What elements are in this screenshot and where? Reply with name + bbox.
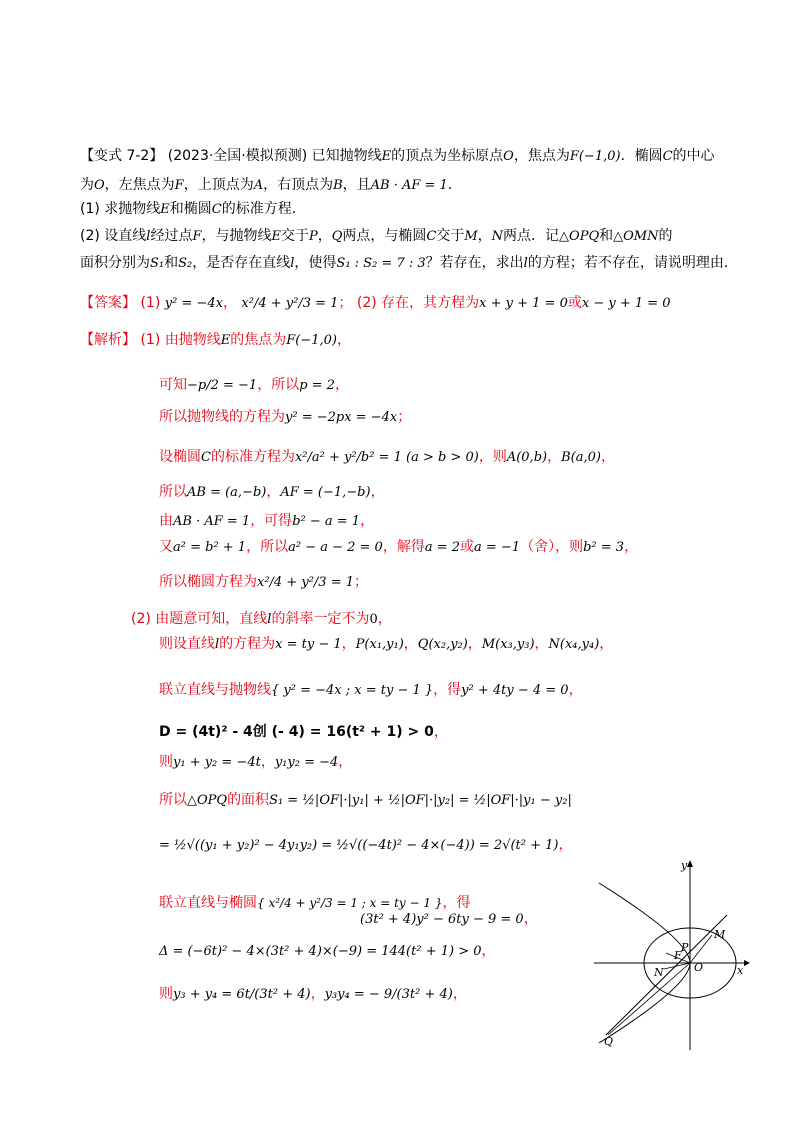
math: y₃ + y₄ = 6t/(3t² + 4) xyxy=(173,987,311,1002)
label-F: F xyxy=(674,949,682,962)
text: 的标准方程． xyxy=(221,201,306,217)
math-area-s1-result: = ½√((y₁ + y₂)² − 4y₁y₂) = ½√((−4t)² − 4×(−4)) = 2√(t² + 1) xyxy=(159,838,559,853)
analysis-line-6 xyxy=(159,511,374,532)
text: 由 xyxy=(159,513,173,529)
text: 则 xyxy=(159,754,173,770)
text: ， xyxy=(334,377,349,393)
math-dot-product: AB · AF = 1 xyxy=(370,178,448,193)
text: 则设直线 xyxy=(159,636,215,652)
label-O: O xyxy=(694,961,704,974)
text: ， xyxy=(477,228,492,244)
text: ，则 xyxy=(478,449,507,465)
math: S₁ : S₂ = 7 : 3 xyxy=(336,256,426,271)
text: (2) 由题意可知，直线 xyxy=(131,611,268,627)
math-discriminant-2: Δ = (−6t)² − 4×(3t² + 4)×(−9) = 144(t² + 1) > 0 xyxy=(159,944,482,959)
text: ．椭圆 xyxy=(620,148,663,164)
text: 和椭圆 xyxy=(169,201,212,217)
math: b² = 3 xyxy=(583,540,625,555)
answer-line: 【答案】 (1) y² = −4x， x²/4 + y²/3 = 1； (2) 存在，其方程为x + y + 1 = 0或x − y + 1 = 0 xyxy=(80,295,671,311)
text: ； xyxy=(354,574,368,590)
math: C xyxy=(201,450,211,465)
text: 面积分别为 xyxy=(80,255,150,271)
text: 和 xyxy=(164,255,179,271)
math: l xyxy=(146,229,151,244)
text: 两点．记 xyxy=(503,228,560,244)
text: 可知 xyxy=(159,377,187,393)
math: E xyxy=(271,229,281,244)
text: ， xyxy=(558,837,573,853)
text: ，且 xyxy=(342,177,371,193)
math: M(x₃,y₃) xyxy=(481,637,535,652)
math: O xyxy=(94,178,105,193)
text: ， xyxy=(452,986,467,1002)
problem-lead: 【变式 7-2】 (2023·全国·模拟预测) 已知抛物线 xyxy=(80,148,382,164)
text: 联立直线与椭圆 xyxy=(159,895,257,911)
text: ， xyxy=(360,513,375,529)
text: 两点，与椭圆 xyxy=(342,228,427,244)
math: y² = −2px = −4x xyxy=(285,410,398,425)
text: ， xyxy=(523,911,538,927)
text: 交于 xyxy=(280,228,309,244)
math: A(0,b) xyxy=(506,450,548,465)
math: F xyxy=(192,229,202,244)
math: (3t² + 4)y² − 6ty − 9 = 0 xyxy=(360,912,524,927)
math: y₁ + y₂ = −4t xyxy=(173,755,261,770)
text: 经过点 xyxy=(150,228,193,244)
math: b² − a = 1 xyxy=(292,514,361,529)
analysis-line-4 xyxy=(159,447,615,468)
text: (1) 求抛物线 xyxy=(80,201,161,217)
math-O: O xyxy=(503,149,514,164)
math-parabola-eq: y² = −4x xyxy=(164,296,223,311)
text: ，左焦点为 xyxy=(104,177,175,193)
math-area-s1: S₁ = ½|OF|·|y₁| + ½|OF|·|y₂| = ½|OF|·|y₁ − y₂| xyxy=(269,793,572,808)
math: B xyxy=(333,178,343,193)
text: ． xyxy=(447,177,462,193)
text: ，上顶点为 xyxy=(183,177,254,193)
analysis-line-16b xyxy=(360,909,538,930)
math-system: { y² = −4x ; x = ty − 1 } xyxy=(271,683,434,698)
label-y: y xyxy=(681,859,688,872)
math: △OPQ xyxy=(559,229,600,244)
text: ， xyxy=(317,228,332,244)
question-2-line-1 xyxy=(80,226,672,247)
math: S₁ xyxy=(150,256,165,271)
analysis-line-10 xyxy=(159,634,613,655)
problem-line-2 xyxy=(80,175,462,196)
math: l xyxy=(523,256,528,271)
text: ， xyxy=(336,332,351,348)
text: 的方程为 xyxy=(219,636,276,652)
analysis-line-5 xyxy=(159,482,385,503)
text: 又 xyxy=(159,539,173,555)
math: S₂ xyxy=(178,256,193,271)
math: M xyxy=(464,229,478,244)
math: −p/2 = −1 xyxy=(187,378,258,393)
text: 和 xyxy=(599,228,614,244)
math-system: { x²/4 + y²/3 = 1 ; x = ty − 1 } xyxy=(257,896,443,910)
label-N: N xyxy=(654,966,664,979)
text: (1) xyxy=(140,295,161,311)
analysis-line-8 xyxy=(159,572,368,593)
math-line-eq-2: x − y + 1 = 0 xyxy=(581,296,671,311)
math-F-point: F(−1,0) xyxy=(569,149,621,164)
math: B(a,0) xyxy=(561,450,601,465)
analysis-line-18 xyxy=(159,984,467,1005)
math: l xyxy=(267,612,272,627)
math: a = 2 xyxy=(424,540,461,555)
text: 的顶点为坐标原点 xyxy=(391,148,504,164)
math: C xyxy=(426,229,437,244)
text: 联立直线与抛物线 xyxy=(159,682,271,698)
math: AB = (a,−b) xyxy=(187,485,267,500)
label-Q: Q xyxy=(604,1035,614,1048)
math: F(−1,0) xyxy=(286,333,337,348)
text: ， xyxy=(260,754,275,770)
math: P(x₁,y₁) xyxy=(355,637,404,652)
text: ，可得 xyxy=(250,513,293,529)
label-x: x xyxy=(737,964,744,977)
math: AF = (−1,−b) xyxy=(280,485,371,500)
math: △OMN xyxy=(613,229,659,244)
text: 或 xyxy=(460,539,475,555)
analysis-line-3 xyxy=(159,407,411,428)
math-ellipse-eq: x²/4 + y²/3 = 1 xyxy=(241,296,339,311)
text: (2) 设直线 xyxy=(80,228,147,244)
math: F xyxy=(174,178,184,193)
text: 的标准方程为 xyxy=(210,449,295,465)
text: ，所以 xyxy=(257,377,300,393)
math: x = ty − 1 xyxy=(275,637,342,652)
analysis-label: 【解析】 xyxy=(80,332,136,348)
text: 的焦点为 xyxy=(230,332,287,348)
math: C xyxy=(211,202,222,217)
x-axis-arrow xyxy=(744,960,750,966)
text: ， xyxy=(481,943,496,959)
text: ， xyxy=(600,449,615,465)
analysis-line-15 xyxy=(159,835,573,856)
text: ， xyxy=(547,449,562,465)
text: 交于 xyxy=(436,228,465,244)
math: 0 xyxy=(369,612,378,627)
y-axis-arrow xyxy=(687,860,693,867)
math: N(x₄,y₄) xyxy=(548,637,600,652)
text: ， xyxy=(266,484,281,500)
math: E xyxy=(220,333,231,348)
text: ， xyxy=(341,636,356,652)
text: ； xyxy=(397,409,412,425)
text: ， xyxy=(624,539,639,555)
text: ， xyxy=(310,986,325,1002)
text: ， xyxy=(599,636,614,652)
text: ， xyxy=(433,724,448,740)
geometry-figure xyxy=(594,855,754,1050)
math: a = −1 xyxy=(474,540,521,555)
text: 的 xyxy=(658,228,673,244)
math: AB · AF = 1 xyxy=(173,514,251,529)
math: A xyxy=(253,178,264,193)
text: 为 xyxy=(80,177,94,193)
math: x²/4 + y²/3 = 1 xyxy=(257,575,354,590)
analysis-line-17 xyxy=(159,941,496,962)
question-1 xyxy=(80,199,306,220)
math: N xyxy=(491,229,504,244)
math-line-eq-1: x + y + 1 = 0 xyxy=(479,296,568,311)
math: p = 2 xyxy=(299,378,335,393)
text: 所以 xyxy=(159,484,187,500)
text: ，右顶点为 xyxy=(263,177,334,193)
math: a² = b² + 1 xyxy=(173,540,247,555)
analysis-line-2 xyxy=(159,375,349,396)
text: ，所以 xyxy=(246,539,289,555)
text: ，解得 xyxy=(382,539,425,555)
text: 的面积 xyxy=(227,792,270,808)
math-E: E xyxy=(381,149,392,164)
text: ，是否存在直线 xyxy=(192,255,291,271)
text: 设椭圆 xyxy=(159,449,201,465)
text: ， xyxy=(467,636,482,652)
analysis-line-12 xyxy=(159,722,448,742)
analysis-line-7 xyxy=(159,537,638,558)
text: ，得 xyxy=(442,895,471,911)
text: ， xyxy=(370,484,385,500)
text: ，与抛物线 xyxy=(201,228,272,244)
math: l xyxy=(290,256,295,271)
math: Q xyxy=(331,229,343,244)
text: ，得 xyxy=(433,682,462,698)
text: ； xyxy=(338,295,353,311)
question-2-line-2 xyxy=(80,253,738,274)
analysis-line-14 xyxy=(159,790,572,811)
label-P: P xyxy=(681,941,689,954)
segment-OQ xyxy=(608,963,690,1035)
math: y₃y₄ = − 9/(3t² + 4) xyxy=(324,987,453,1002)
text: ，使得 xyxy=(294,255,337,271)
text: 或 xyxy=(567,295,582,311)
text: 则 xyxy=(159,986,173,1002)
math-discriminant: D = (4t)² - 4创 (- 4) = 16(t² + 1) > 0 xyxy=(159,724,434,740)
text: （舍），则 xyxy=(520,539,584,555)
text: ，焦点为 xyxy=(513,148,570,164)
text: ， xyxy=(534,636,549,652)
math: P xyxy=(308,229,318,244)
math: y² + 4ty − 4 = 0 xyxy=(461,683,569,698)
label-M: M xyxy=(714,928,726,941)
problem-line-1 xyxy=(80,146,715,167)
math: Q(x₂,y₂) xyxy=(417,637,468,652)
analysis-line-11 xyxy=(159,680,583,701)
math: E xyxy=(160,202,170,217)
math: △OPQ xyxy=(187,793,228,808)
text: 的中心 xyxy=(672,148,715,164)
text: ？若存在，求出 xyxy=(425,255,524,271)
text: 的方程；若不存在，请说明理由． xyxy=(527,255,738,271)
text: 所以 xyxy=(159,792,187,808)
math-C: C xyxy=(662,149,673,164)
math: l xyxy=(215,637,220,652)
analysis-line-13 xyxy=(159,752,352,773)
text: ， xyxy=(403,636,418,652)
analysis-line-9 xyxy=(131,609,392,630)
analysis-line-1 xyxy=(80,330,351,351)
text: ， xyxy=(568,682,583,698)
text: (2) 存在，其方程为 xyxy=(356,295,480,311)
text: 所以椭圆方程为 xyxy=(159,574,257,590)
answer-label: 【答案】 xyxy=(80,295,136,311)
math: y₁y₂ = −4 xyxy=(274,755,339,770)
math: x²/a² + y²/b² = 1 (a > b > 0) xyxy=(294,450,479,465)
text: ， xyxy=(377,611,392,627)
text: (1) 由抛物线 xyxy=(140,332,221,348)
text: ， xyxy=(338,754,353,770)
text: 的斜率一定不为 xyxy=(271,611,370,627)
text: 所以抛物线的方程为 xyxy=(159,409,285,425)
math: a² − a − 2 = 0 xyxy=(288,540,383,555)
